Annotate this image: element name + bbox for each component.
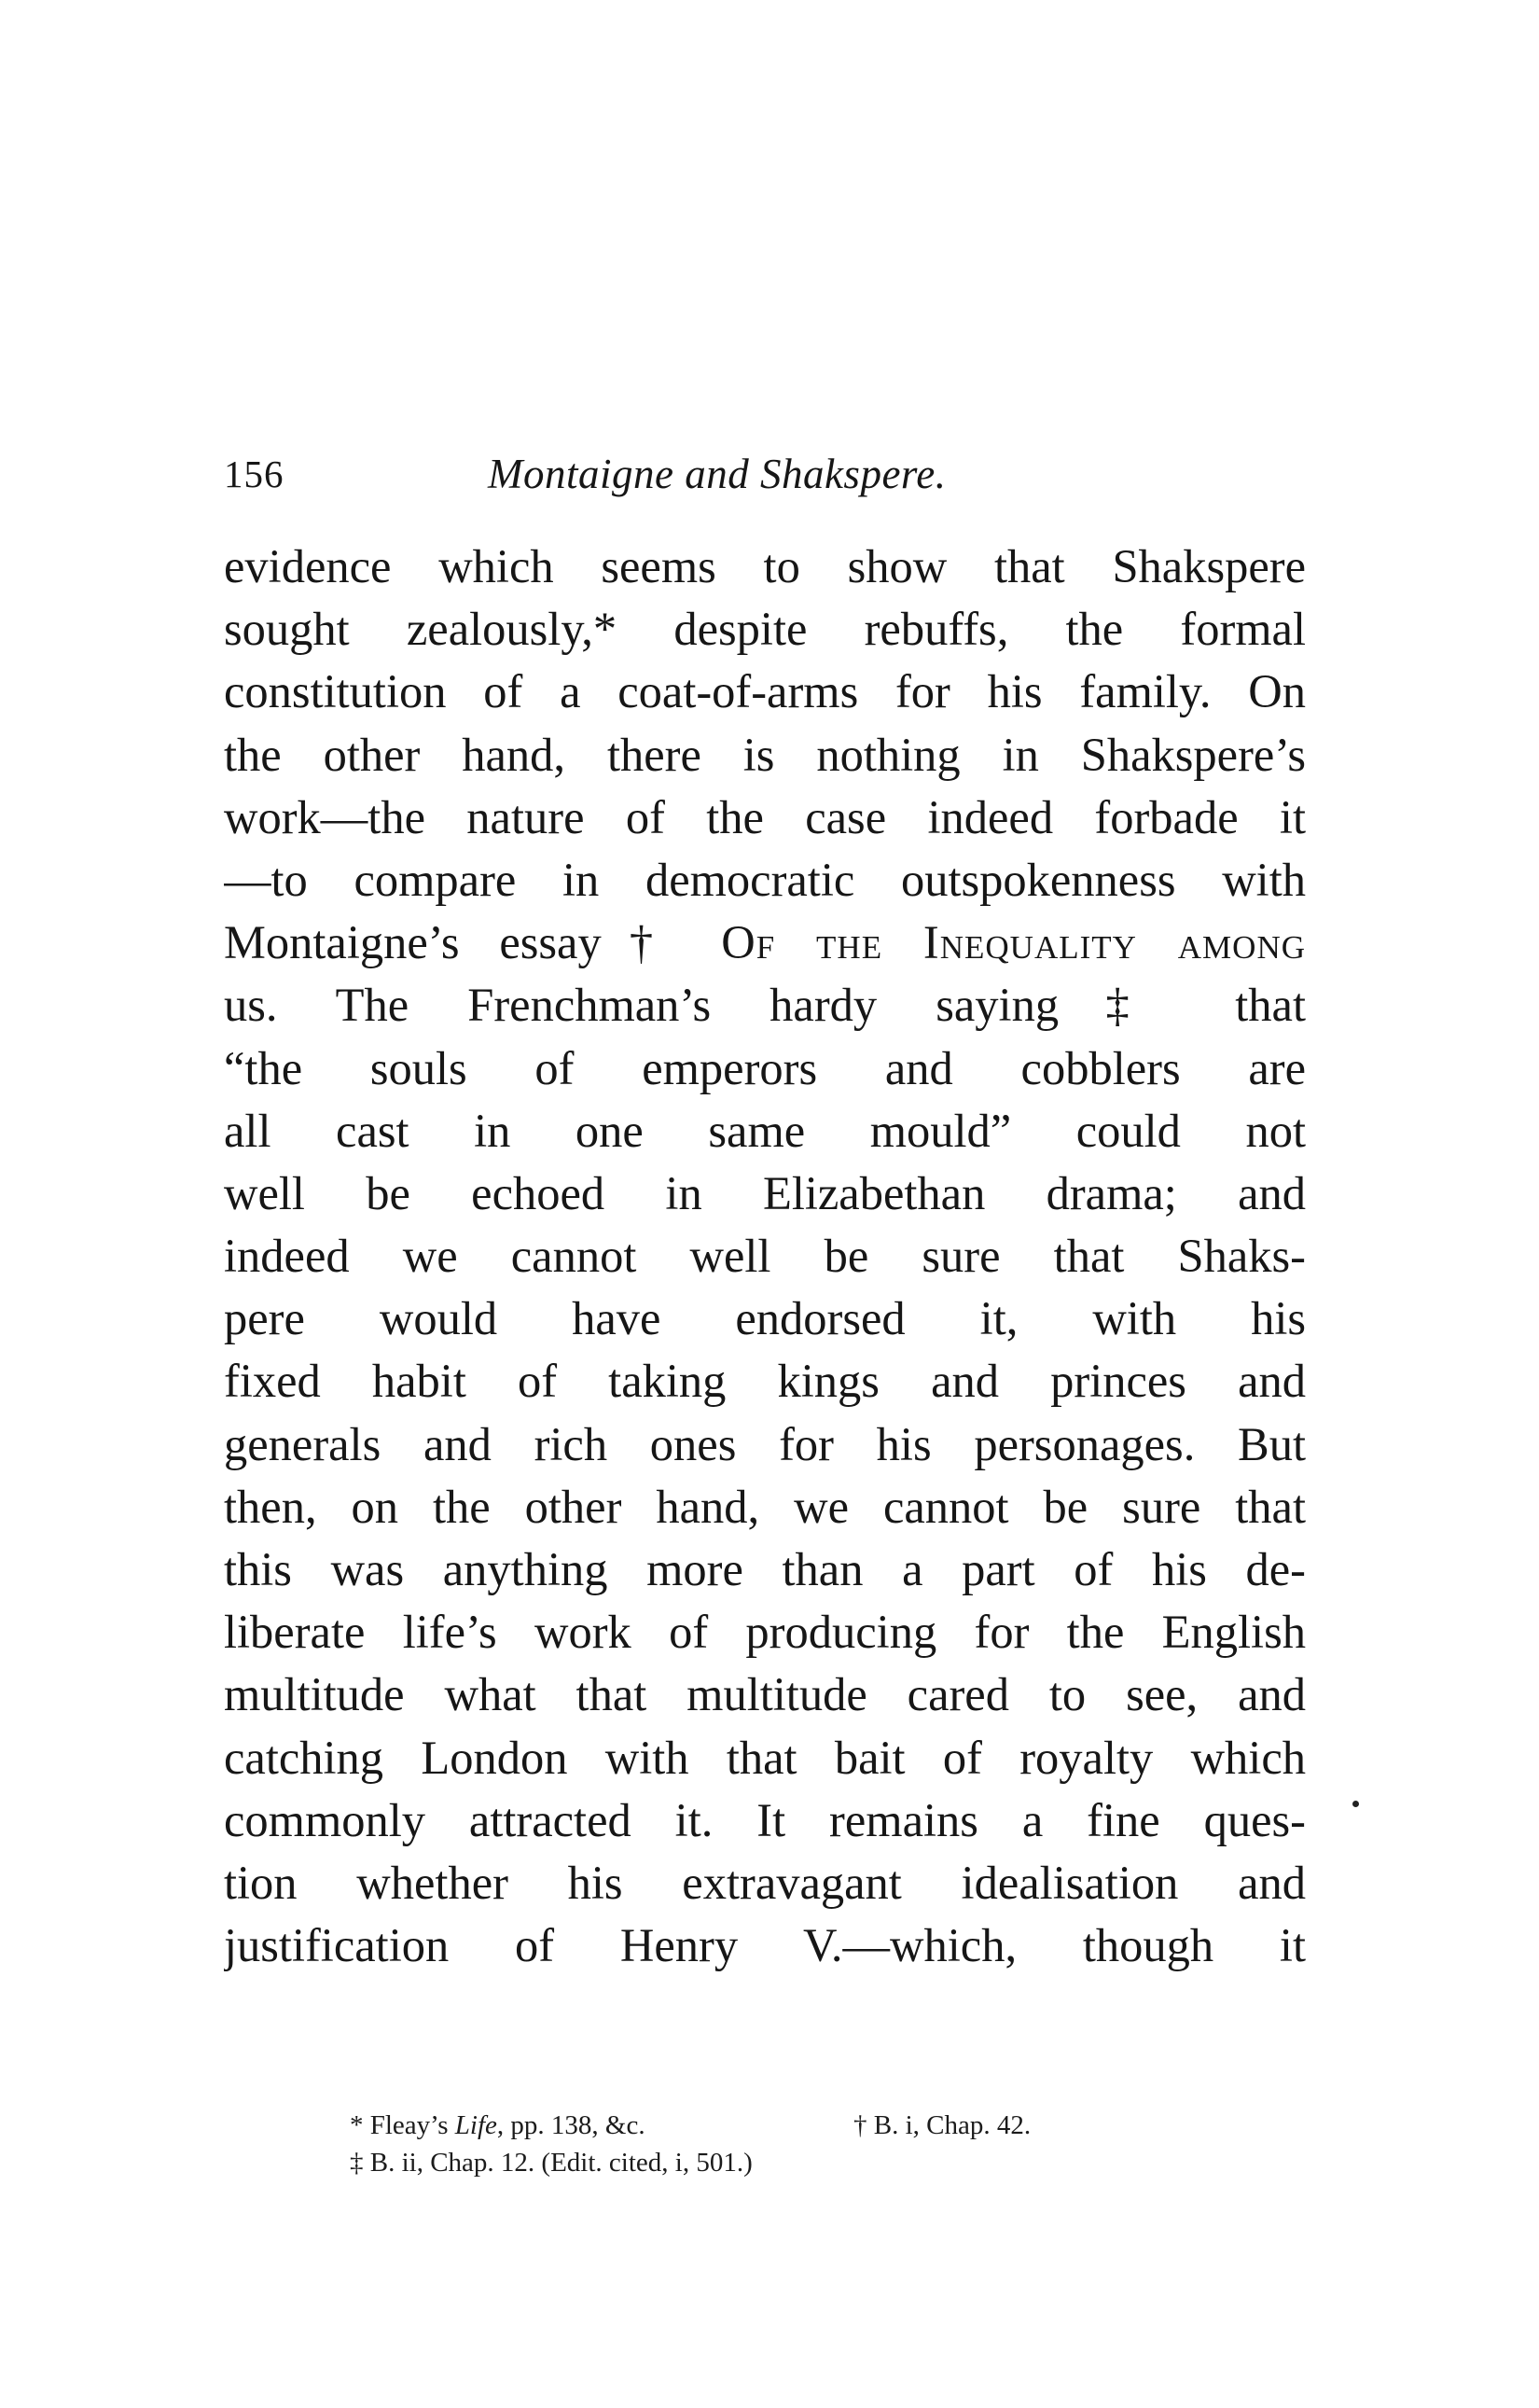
- text-line: commonly attracted it. It remains a fine ques-: [224, 1793, 1306, 1846]
- text-line: liberate life’s work of producing for the English: [224, 1606, 1306, 1659]
- text-line: —to compare in democratic outspokenness with: [224, 853, 1306, 906]
- footnote-marker-text: * Fleay’s: [350, 2110, 455, 2140]
- text-line: us. The Frenchman’s hardy saying‡ that: [224, 979, 1306, 1032]
- footnote-chapter-42: † B. i, Chap. 42.: [853, 2110, 1032, 2140]
- text-line: “the souls of emperors and cobblers are: [224, 1041, 1306, 1094]
- text-line: fixed habit of taking kings and princes and: [224, 1355, 1306, 1408]
- text-line: sought zealously,* despite rebuffs, the formal: [224, 603, 1306, 656]
- text-line: catching London with that bait of royalty which: [224, 1731, 1306, 1784]
- body-text: [224, 536, 1306, 1977]
- text-line: evidence which seems to show that Shakspere: [224, 540, 1306, 592]
- text-line: constitution of a coat-of-arms for his family. On: [224, 665, 1306, 718]
- margin-speck: [1352, 1801, 1359, 1807]
- text-line: work—the nature of the case indeed forbade it: [224, 790, 1306, 843]
- text-line: tion whether his extravagant idealisation and: [224, 1856, 1306, 1909]
- footnote-row: [350, 2107, 1217, 2144]
- text-line: pere would have endorsed it, with his: [224, 1292, 1306, 1345]
- text-line: indeed we cannot well be sure that Shaks-: [224, 1230, 1306, 1283]
- essay-reference: Montaigne’s essay†: [224, 916, 722, 969]
- page-header: [224, 446, 1306, 511]
- text-line: all cast in one same mould” could not: [224, 1104, 1306, 1157]
- footnote-chapter-12: ‡ B. ii, Chap. 12. (Edit. cited, i, 501.): [350, 2148, 753, 2178]
- footnotes: [350, 2107, 1217, 2181]
- footnote-row: [350, 2144, 1217, 2181]
- text-line: generals and rich ones for his personages. But: [224, 1417, 1306, 1470]
- text-line: multitude what that multitude cared to see, and: [224, 1668, 1306, 1721]
- essay-title: Of the Inequality among: [721, 916, 1306, 969]
- text-line: this was anything more than a part of his de-: [224, 1543, 1306, 1595]
- footnote-fleay: [350, 2107, 645, 2144]
- text-line: the other hand, there is nothing in Shakspere’s: [224, 728, 1306, 781]
- text-line: justification of Henry V.—which, though it: [224, 1919, 1306, 1972]
- page-number: 156: [224, 452, 284, 495]
- text-line: well be echoed in Elizabethan drama; and: [224, 1166, 1306, 1219]
- footnote-pages: , pp. 138, &c.: [496, 2110, 645, 2140]
- text-line-essay-title: [224, 912, 1306, 974]
- text-line: then, on the other hand, we cannot be sure that: [224, 1480, 1306, 1533]
- running-title: Montaigne and Shakspere.: [488, 451, 947, 497]
- footnote-italic-title: Life: [454, 2110, 497, 2140]
